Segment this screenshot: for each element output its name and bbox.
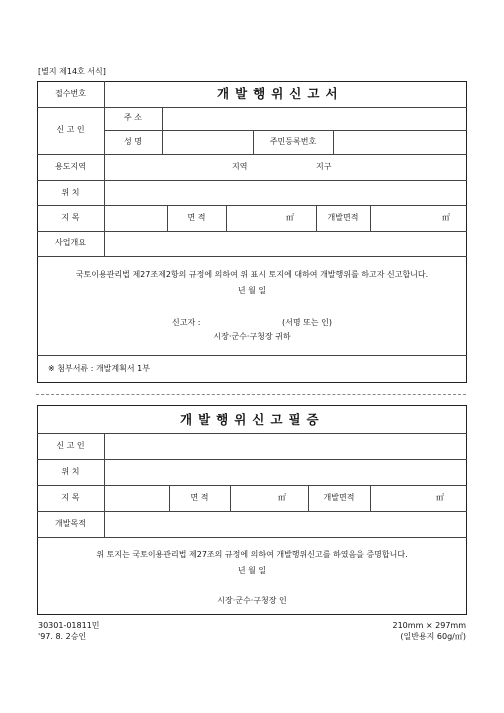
zone-region-label: 지역	[232, 162, 248, 171]
area-label: 면 적	[187, 213, 206, 222]
project-summary-label: 사업개요	[55, 238, 86, 247]
certificate-development-area-label: 개발면적	[323, 493, 355, 502]
name-field[interactable]	[163, 131, 252, 153]
report-title: 개발행위신고서	[217, 86, 344, 101]
cut-line	[36, 394, 466, 395]
certificate-location-field[interactable]	[105, 460, 466, 484]
development-area-unit: ㎡	[442, 213, 450, 222]
certificate-signer: 시장·군수·구청장 인	[217, 596, 287, 605]
land-category-label: 지 목	[61, 213, 80, 222]
resident-id-field[interactable]	[334, 131, 466, 153]
development-area-label: 개발면적	[327, 213, 359, 222]
certificate-reporter-label: 신 고 인	[56, 441, 85, 450]
form-number-label: [별지 제14호 서식]	[38, 67, 106, 76]
development-purpose-field[interactable]	[105, 512, 466, 536]
certificate-location-label: 위 치	[61, 467, 80, 476]
report-date-line: 년 월 일	[237, 286, 267, 295]
land-category-field[interactable]	[105, 206, 166, 230]
project-summary-field[interactable]	[105, 232, 466, 255]
address-field[interactable]	[163, 108, 466, 129]
attachments-note: ※ 첨부서류 : 개발계획서 1부	[48, 364, 150, 373]
reporter-sign-label: 신고자 :	[172, 318, 201, 327]
zone-district-label: 지구	[316, 162, 332, 171]
addressee-label: 시장·군수·구청장 귀하	[213, 332, 291, 341]
area-unit: ㎡	[286, 213, 294, 222]
location-label: 위 치	[61, 188, 80, 197]
zoning-label: 용도지역	[55, 162, 86, 171]
report-statement: 국토이용관리법 제27조제2항의 규정에 의하여 위 표시 토지에 대하여 개발행위를 하고자 신고합니다.	[75, 270, 429, 279]
certificate-land-category-label: 지 목	[61, 493, 80, 502]
location-field[interactable]	[105, 181, 466, 204]
certificate-statement: 위 토지는 국토이용관리법 제27조의 규정에 의하여 개발행위신고를 하였음을 증명합니다.	[96, 550, 408, 559]
address-label: 주 소	[124, 113, 142, 122]
receipt-number-label: 접수번호	[55, 89, 86, 98]
certificate-development-area-unit: ㎡	[436, 493, 444, 502]
development-purpose-label: 개발목적	[55, 519, 86, 528]
certificate-land-category-field[interactable]	[105, 486, 168, 510]
reporter-label: 신 고 인	[56, 125, 85, 134]
certificate-area-unit: ㎡	[278, 493, 286, 502]
sign-or-seal-note: (서명 또는 인)	[282, 318, 332, 327]
paper-size: 210mm × 297mm	[392, 621, 466, 630]
approval-date: '97. 8. 2승인	[38, 632, 87, 641]
certificate-date-line: 년 월 일	[237, 566, 267, 575]
name-label: 성 명	[124, 137, 142, 146]
resident-id-label: 주민등록번호	[269, 137, 317, 146]
certificate-title: 개발행위신고필증	[180, 412, 325, 427]
paper-type: (일반용지 60g/㎡)	[400, 632, 466, 641]
form-code: 30301-01811민	[38, 621, 100, 630]
certificate-area-label: 면 적	[190, 493, 209, 502]
certificate-reporter-field[interactable]	[105, 434, 466, 458]
